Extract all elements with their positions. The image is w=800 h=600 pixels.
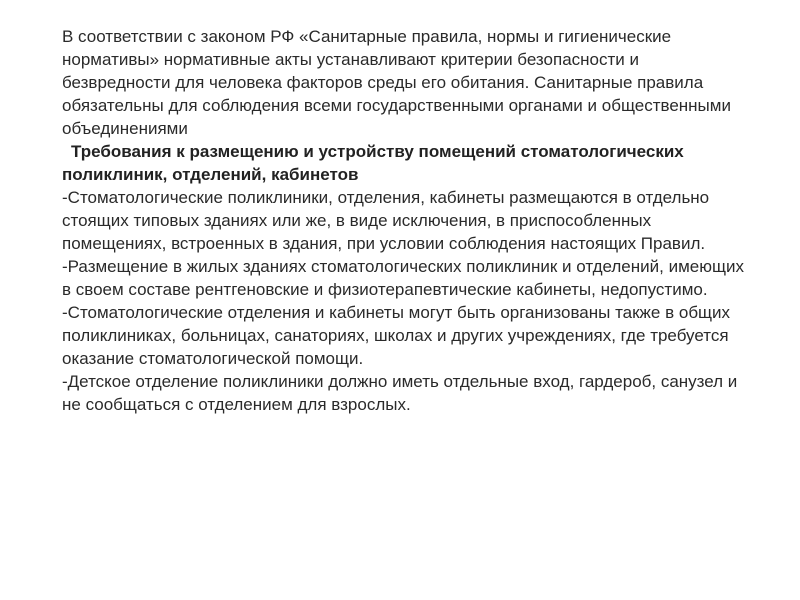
list-item: -Размещение в жилых зданиях стоматологических поликлиник и отделений, имеющих в своем составе рентгеновские и физиотерапевтические кабинеты, недопустимо.	[62, 257, 744, 299]
list-item: -Стоматологические поликлиники, отделения, кабинеты размещаются в отдельно стоящих типовых зданиях или же, в виде исключения, в приспособленных помещениях, встроенных в здания, при условии соблюдения настоящих Правил.	[62, 188, 710, 253]
slide-text-body	[62, 25, 752, 416]
list-item: -Стоматологические отделения и кабинеты могут быть организованы также в общих поликлиниках, больницах, санаториях, школах и других учреждениях, где требуется оказание стоматологической помощи.	[62, 303, 731, 368]
intro-paragraph: В соответствии с законом РФ «Санитарные правила, нормы и гигиенические нормативы» нормативные акты устанавливают критерии безопасности и безвредности для человека факторов среды его обитания. Санитарные правила обязательны для соблюдения всеми государственными органами и общественными объединениями	[62, 27, 731, 138]
section-heading: Требования к размещению и устройству помещений стоматологических поликлиник, отделений, кабинетов	[62, 142, 684, 184]
list-item: -Детское отделение поликлиники должно иметь отдельные вход, гардероб, санузел и не сообщаться с отделением для взрослых.	[62, 372, 738, 414]
